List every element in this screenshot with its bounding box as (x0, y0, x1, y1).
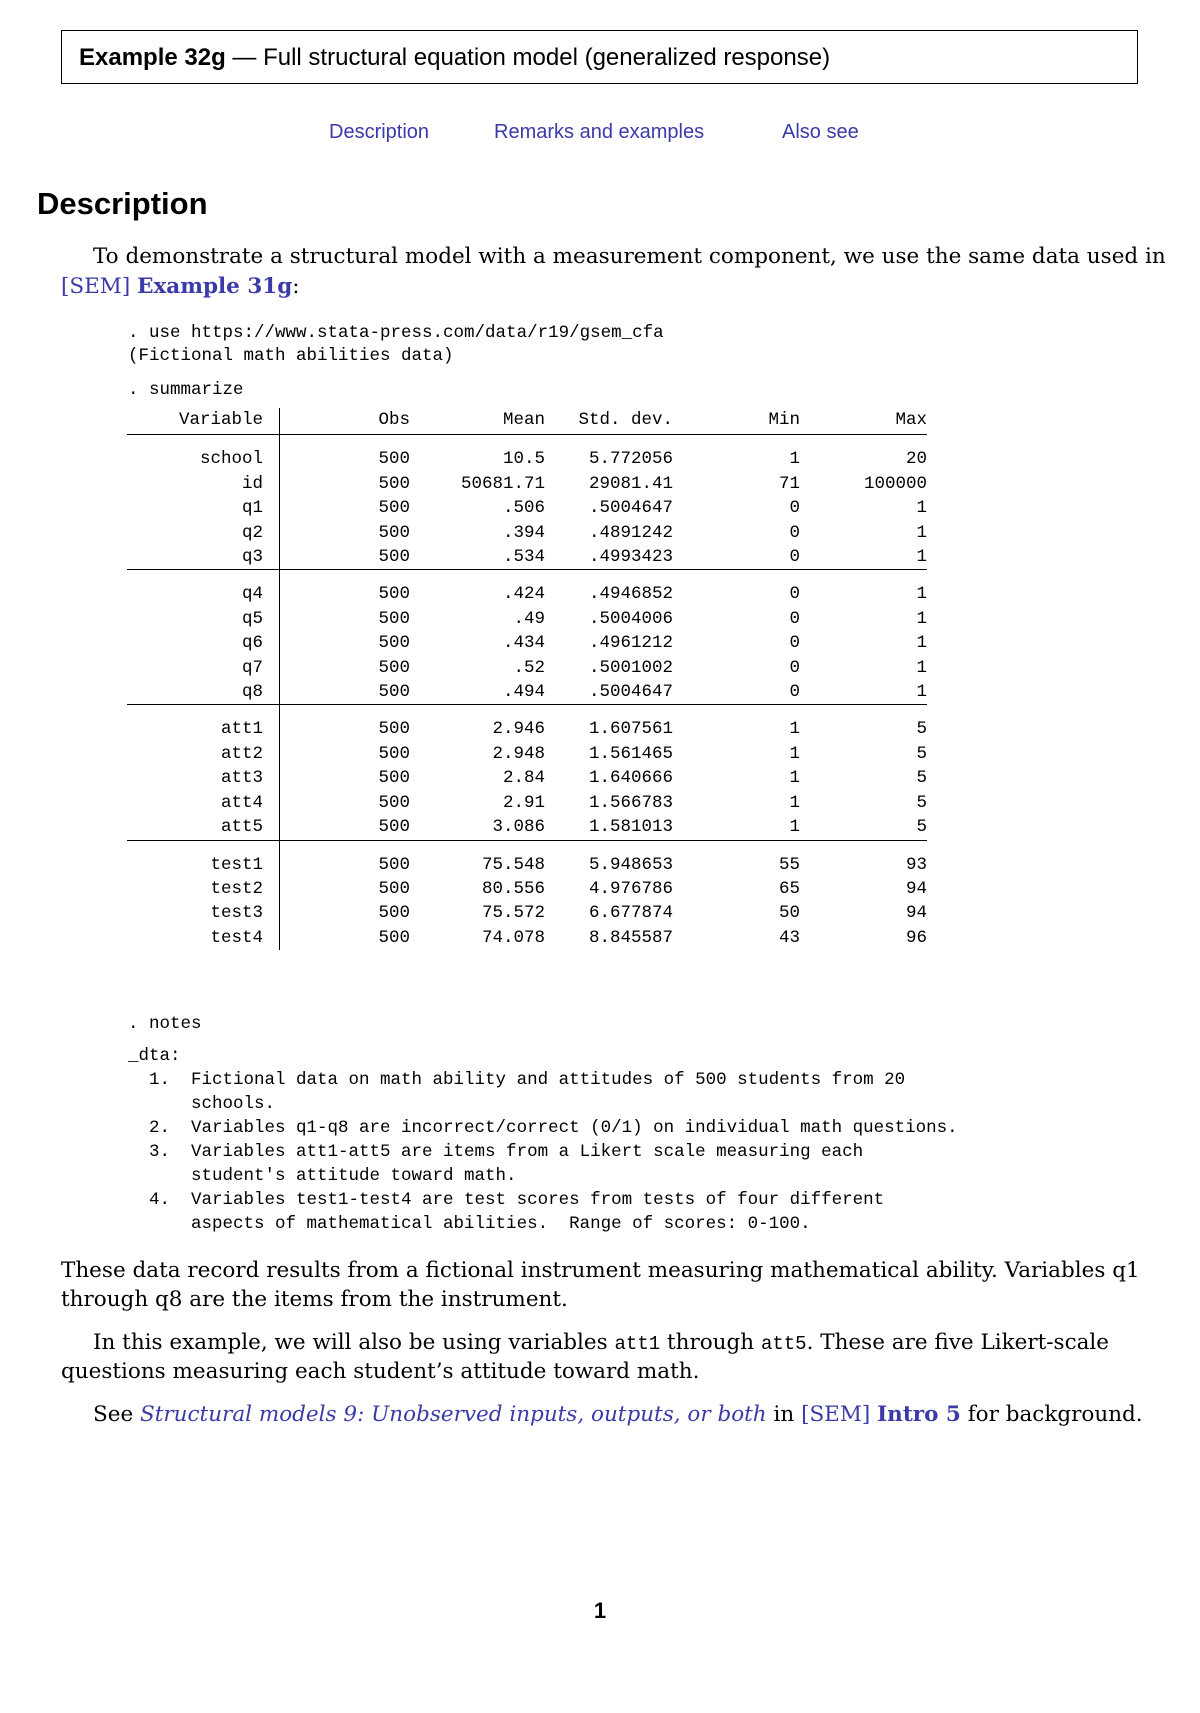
table-cell: 500 (378, 768, 410, 789)
variable-name-cell: att2 (127, 742, 280, 766)
table-cell: 500 (378, 608, 410, 629)
section-heading-description: Description (37, 186, 208, 221)
table-cell: 500 (378, 657, 410, 678)
nav-link-description[interactable]: Description (329, 121, 430, 143)
intro-line-1: To demonstrate a structural model with a measurement component, we use the same data used in (93, 244, 1166, 269)
table-cell: .5004647 (588, 498, 673, 519)
table-cell: 94 (905, 878, 927, 899)
table-cell: 500 (378, 473, 410, 494)
variable-name-cell: test2 (127, 877, 280, 901)
table-cell: 3.086 (410, 815, 545, 840)
col-header-mean: Mean (410, 408, 545, 435)
table-cell: 1 (789, 719, 800, 740)
table-cell: 0 (789, 657, 800, 678)
table-cell: 55 (778, 854, 800, 875)
table-cell: 2.946 (492, 719, 545, 740)
table-cell: .4891242 (588, 522, 673, 543)
col-header-variable: Variable (127, 408, 280, 435)
table-cell: .5004006 (588, 608, 673, 629)
table-cell: 0 (789, 522, 800, 543)
table-cell: 500 (280, 680, 411, 705)
table-cell: .494 (410, 680, 545, 705)
group-spacer (127, 570, 927, 583)
table-cell: 5 (916, 792, 927, 813)
table-cell: 5.948653 (588, 854, 673, 875)
nav-link-also-see[interactable]: Also see (782, 121, 859, 143)
table-cell: 6.677874 (588, 903, 673, 924)
table-cell: 5.772056 (588, 449, 673, 470)
table-cell: 1.566783 (588, 792, 673, 813)
example-label: Example 32g (79, 44, 226, 71)
table-cell: 1 (916, 522, 927, 543)
table-row (127, 901, 927, 925)
table-row (127, 472, 927, 496)
table-cell: 10.5 (502, 449, 545, 470)
table-cell: 1 (673, 815, 800, 840)
group-spacer (127, 705, 927, 718)
table-cell: 8.845587 (588, 927, 673, 948)
table-cell: 2.84 (502, 768, 545, 789)
table-cell: 0 (673, 545, 800, 570)
para2-line-2: questions measuring each student’s attitude toward math. (61, 1359, 700, 1384)
note-line: 2. Variables q1-q8 are incorrect/correct (0/1) on individual math questions. (128, 1118, 958, 1138)
page-title (79, 44, 830, 72)
table-cell: .4946852 (588, 584, 673, 605)
table-cell: 80.556 (481, 878, 545, 899)
variable-name-cell: q8 (127, 680, 280, 705)
table-cell: 71 (778, 473, 800, 494)
table-cell: 75.548 (481, 854, 545, 875)
para1-line-2: through q8 are the items from the instrument. (61, 1287, 568, 1312)
table-cell: 1 (800, 680, 927, 705)
table-cell: .4993423 (545, 545, 673, 570)
variable-name-cell: test3 (127, 901, 280, 925)
intro-line-2 (61, 272, 300, 301)
table-cell: 20 (905, 449, 927, 470)
table-cell: .5001002 (588, 657, 673, 678)
page-number: 1 (593, 1598, 607, 1623)
table-row (127, 717, 927, 741)
table-cell: 500 (378, 498, 410, 519)
para3-bracket: [SEM] (801, 1402, 871, 1427)
table-cell: 1 (800, 545, 927, 570)
table-cell: 5 (916, 768, 927, 789)
summary-table-body (127, 435, 927, 950)
variable-name-cell: q4 (127, 582, 280, 606)
table-cell: 74.078 (481, 927, 545, 948)
variable-name-cell: id (127, 472, 280, 496)
table-row (127, 521, 927, 545)
table-cell: 96 (905, 927, 927, 948)
summary-table-header (127, 408, 927, 435)
table-cell: 500 (378, 719, 410, 740)
table-cell: 1 (789, 449, 800, 470)
stata-cmd-summarize: . summarize (128, 380, 244, 400)
table-row (127, 447, 927, 471)
table-cell: 500 (280, 815, 411, 840)
table-cell: 5 (916, 743, 927, 764)
table-cell: 1 (916, 633, 927, 654)
table-cell: 500 (378, 878, 410, 899)
table-cell: 94 (905, 903, 927, 924)
table-cell: 100000 (863, 473, 927, 494)
table-cell: 1 (789, 792, 800, 813)
table-row (127, 766, 927, 790)
table-row (127, 680, 927, 705)
table-cell: .5004647 (545, 680, 673, 705)
code-att5: att5 (760, 1333, 807, 1355)
variable-name-cell: q1 (127, 496, 280, 520)
intro-ref-tail: : (292, 274, 300, 299)
code-att1: att1 (614, 1333, 661, 1355)
variable-name-cell: school (127, 447, 280, 471)
note-line: 1. Fictional data on math ability and attitudes of 500 students from 20 (128, 1070, 906, 1090)
table-cell: 1 (916, 498, 927, 519)
stata-cmd-use: . use https://www.stata-press.com/data/r19/gsem_cfa (128, 323, 664, 343)
table-cell: 1 (916, 584, 927, 605)
variable-name-cell: q2 (127, 521, 280, 545)
table-cell: 1 (916, 657, 927, 678)
table-cell: 500 (378, 927, 410, 948)
table-cell: 500 (378, 854, 410, 875)
table-cell: 500 (378, 584, 410, 605)
para2-line-1: In this example, we will also be using variables att1 through att5. These are five Likert-scale (93, 1330, 1110, 1355)
table-cell: 43 (778, 927, 800, 948)
table-cell: 2.948 (492, 743, 545, 764)
col-header-obs: Obs (280, 408, 411, 435)
table-row (127, 815, 927, 840)
table-cell: .534 (410, 545, 545, 570)
nav-link-remarks-and-examples[interactable]: Remarks and examples (494, 121, 705, 143)
table-row (127, 545, 927, 570)
col-header-min: Min (673, 408, 800, 435)
table-cell: 500 (378, 903, 410, 924)
variable-name-cell: q3 (127, 545, 280, 570)
summary-table (127, 408, 927, 950)
table-cell: 500 (378, 449, 410, 470)
table-cell: 65 (778, 878, 800, 899)
table-cell: .434 (502, 633, 545, 654)
table-row (127, 791, 927, 815)
title-box (61, 30, 1138, 84)
table-row (127, 631, 927, 655)
variable-name-cell: test1 (127, 853, 280, 877)
table-cell: 75.572 (481, 903, 545, 924)
variable-name-cell: q7 (127, 656, 280, 680)
table-cell: 50 (778, 903, 800, 924)
notes-dataset: _dta: (128, 1046, 181, 1066)
table-cell: 1.607561 (588, 719, 673, 740)
table-row (127, 853, 927, 877)
intro-5-link[interactable]: Intro 5 (877, 1402, 961, 1427)
table-cell: 0 (789, 498, 800, 519)
note-line: student's attitude toward math. (128, 1166, 517, 1186)
note-line: aspects of mathematical abilities. Range of scores: 0-100. (128, 1214, 811, 1234)
col-header-max: Max (800, 408, 927, 435)
para3-line: See Structural models 9: Unobserved inputs, outputs, or both in [SEM] Intro 5 for background. (93, 1402, 1143, 1427)
variable-name-cell: att1 (127, 717, 280, 741)
group-spacer (127, 840, 927, 853)
table-cell: 29081.41 (588, 473, 673, 494)
table-row (127, 926, 927, 950)
table-cell: 1.581013 (545, 815, 673, 840)
section-nav (0, 121, 1200, 151)
variable-name-cell: test4 (127, 926, 280, 950)
table-cell: 1.561465 (588, 743, 673, 764)
table-cell: 0 (673, 680, 800, 705)
table-cell: 500 (378, 792, 410, 813)
table-row (127, 877, 927, 901)
table-cell: 500 (378, 633, 410, 654)
table-cell: 500 (378, 522, 410, 543)
table-cell: .49 (513, 608, 545, 629)
col-header-std-dev: Std. dev. (545, 408, 673, 435)
table-cell: 50681.71 (460, 473, 545, 494)
table-cell: 500 (280, 545, 411, 570)
table-cell: 4.976786 (588, 878, 673, 899)
table-cell: 93 (905, 854, 927, 875)
stata-cmd-notes: . notes (128, 1014, 202, 1034)
stata-use-note: (Fictional math abilities data) (128, 346, 454, 366)
table-cell: 0 (789, 584, 800, 605)
table-cell: 2.91 (502, 792, 545, 813)
table-cell: 0 (789, 608, 800, 629)
variable-name-cell: q5 (127, 607, 280, 631)
table-cell: .424 (502, 584, 545, 605)
table-cell: 1 (789, 743, 800, 764)
note-line: 4. Variables test1-test4 are test scores from tests of four different (128, 1190, 885, 1210)
table-cell: .4961212 (588, 633, 673, 654)
variable-name-cell: att3 (127, 766, 280, 790)
table-row (127, 742, 927, 766)
table-cell: 5 (916, 719, 927, 740)
note-line: 3. Variables att1-att5 are items from a Likert scale measuring each (128, 1142, 864, 1162)
table-row (127, 582, 927, 606)
table-cell: .506 (502, 498, 545, 519)
table-row (127, 656, 927, 680)
table-row (127, 496, 927, 520)
note-line: schools. (128, 1094, 276, 1114)
table-cell: 0 (789, 633, 800, 654)
table-cell: 5 (800, 815, 927, 840)
table-cell: 1 (789, 768, 800, 789)
intro-ref-bracket: [SEM] (61, 274, 131, 299)
para1-line-1: These data record results from a fictional instrument measuring mathematical ability. Variables q1 (61, 1258, 1140, 1283)
intro-ref-link[interactable]: Example 31g (137, 274, 293, 299)
structural-models-9-link[interactable]: Structural models 9: Unobserved inputs, outputs, or both (140, 1402, 767, 1427)
table-row (127, 607, 927, 631)
example-title: — Full structural equation model (generalized response) (232, 44, 831, 71)
table-cell: 1 (916, 608, 927, 629)
variable-name-cell: q6 (127, 631, 280, 655)
variable-name-cell: att5 (127, 815, 280, 840)
table-cell: .394 (502, 522, 545, 543)
table-cell: 1.640666 (588, 768, 673, 789)
table-cell: .52 (513, 657, 545, 678)
variable-name-cell: att4 (127, 791, 280, 815)
group-spacer (127, 435, 927, 448)
table-cell: 500 (378, 743, 410, 764)
